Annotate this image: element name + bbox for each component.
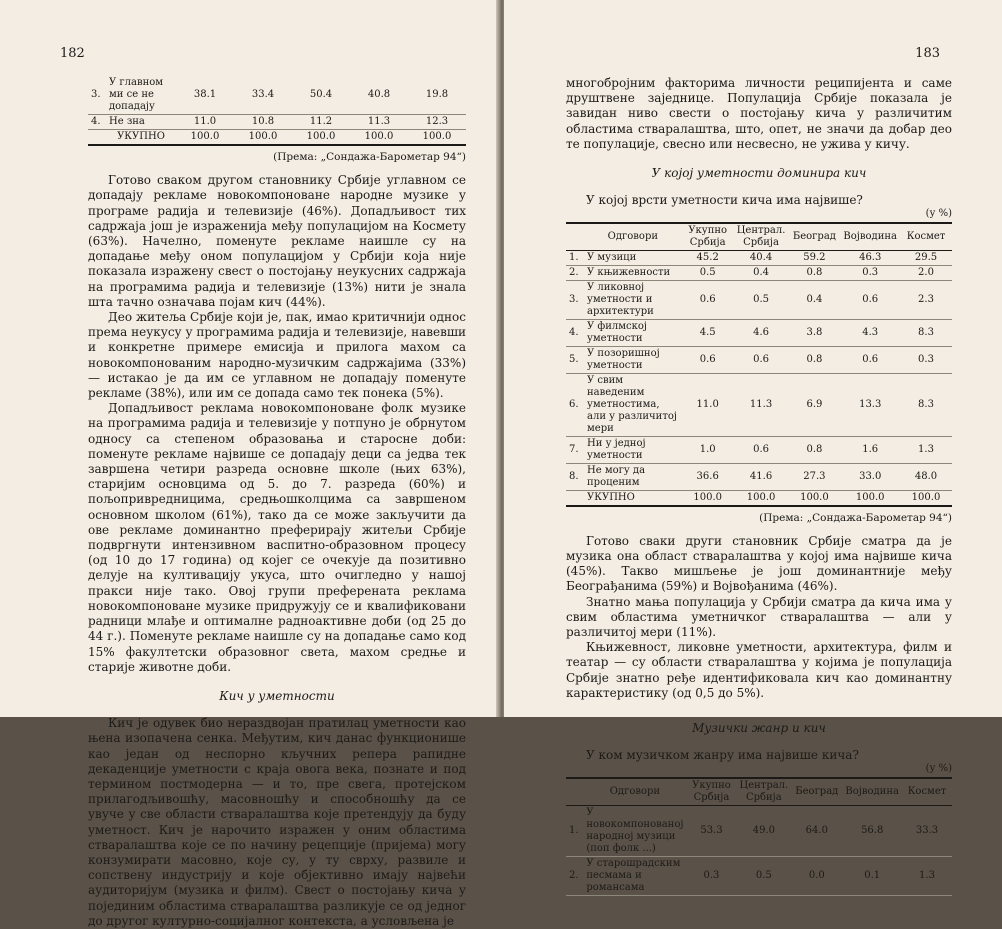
table-cell: 4.3 — [840, 319, 900, 346]
table-cell: 40.4 — [734, 250, 789, 265]
unit-label-2: (у %) — [925, 763, 952, 775]
table-cell: 2.0 — [900, 265, 952, 280]
table-row — [88, 115, 466, 130]
right-page-body — [566, 76, 952, 896]
row-label: У музици — [584, 250, 682, 265]
table-cell: 11.3 — [350, 115, 408, 130]
table-row — [566, 346, 952, 373]
table-cell: 11.0 — [176, 115, 234, 130]
table-cell: 10.8 — [234, 115, 292, 130]
row-index: 8. — [566, 463, 584, 490]
table-cell: 100.0 — [734, 490, 789, 506]
right-page — [504, 0, 1002, 893]
header-cell: Београд — [791, 778, 842, 806]
row-label: У старошрадским песмама и романсама — [583, 856, 686, 895]
row-label: Не зна — [106, 115, 176, 130]
unit-label-1: (у %) — [925, 208, 952, 220]
table-cell: 50.4 — [292, 76, 350, 115]
row-index — [566, 490, 584, 506]
table-cell: 38.1 — [176, 76, 234, 115]
paragraph: Допадљивост реклама новокомпоноване фолк музике на програмима радија и телевизије у потпуно је обрнутом односу са степеном образовања и старосне доби: поменуте рекламе највише се допадају деци са једва тек завршена четири разреда основне школе (њих 63%), старијим основцима од 5. до 7. разреда (60%) и пољопривредницима, средњошколцима са завршеном основном школом (61%), тако да се може закључити да ове рекламе доминантно преферирају житељи Србије подвргнути интензивном васпитно-образовном процесу (од 10 до 17 година) од којег се очекује да позитивно делује на култивацију укуса, што очигледно у нашој пракси није тако. Овој групи преферената реклама новокомпоноване музике придружују се и квалификовани радници млађе и оптималне радноактивне доби (од 25 до 44 г.). Поменуте рекламе наишле су на допадање само код 15% факултетски образовног света, махом средње и старије животне доби. — [88, 401, 466, 674]
header-cell: Београд — [788, 223, 840, 251]
table-cell: 29.5 — [900, 250, 952, 265]
table-row — [566, 805, 952, 856]
header-cell: Одговори — [584, 223, 682, 251]
table-cell: 0.5 — [682, 265, 734, 280]
question-2: У ком музичком жанру има највише кича? — [586, 748, 859, 763]
table-cell: 40.8 — [350, 76, 408, 115]
table-cell: 100.0 — [682, 490, 734, 506]
table-cell: 0.8 — [788, 346, 840, 373]
table-row — [88, 76, 466, 115]
header-cell — [566, 223, 584, 251]
paragraph: Кич је одувек био нераздвојан пратилац уметности као њена изопачена сенка. Међутим, кич данас функционише као један од неспорно кључних репера рапидне декаденције уметности с краја овога века, познате и под термином постмодерна — и то, пре свега, протејском прилагодљивошћу, масовношћу и способношћу да се увуче у све области стваралаштва које претендују да буду уметност. Кич је нарочито изражен у оним областима стваралаштва које се по начину рецепције (пријема) могу конзумирати масовно, које су, у ту сврху, развиле и сопствену индустрију и које објективно имају највећи аудиторијум (музика и филм). Свест о постојању кича у појединим областима стваралаштва разликује се од једног до другог културно-социјалног контекста, а условљена је — [88, 716, 466, 928]
header-cell: Одговори — [583, 778, 686, 806]
table-cell: 1.3 — [902, 856, 952, 895]
art-kitsch-table — [566, 222, 952, 507]
table-cell: 12.3 — [408, 115, 466, 130]
table-cell: 0.6 — [682, 346, 734, 373]
table-cell: 49.0 — [736, 805, 791, 856]
table-cell: 0.5 — [736, 856, 791, 895]
table-row — [566, 373, 952, 436]
table-cell: 0.6 — [734, 436, 789, 463]
continuation-paragraph: многобројним факторима личности реципијента и саме друштвене заједнице. Популација Србије показала је завидан ниво свести о постојању кича у различитим областима стваралаштва, што, опет, не значи да добар део те популације, свесно или несвесно, не ужива у кичу. — [566, 76, 952, 151]
table-cell: 41.6 — [734, 463, 789, 490]
row-index: 2. — [566, 265, 584, 280]
table-cell: 36.6 — [682, 463, 734, 490]
page-number-right: 183 — [915, 46, 940, 61]
row-label: У главном ми се не допадају — [106, 76, 176, 115]
row-index: 4. — [566, 319, 584, 346]
table-cell: 48.0 — [900, 463, 952, 490]
header-cell — [566, 778, 583, 806]
left-page-body — [88, 76, 466, 929]
paragraph: Део житеља Србије који је, пак, имао критичнији однос према неукусу у програмима радија и телевизије, навевши и конкретне примере емисија и прилога махом са новокомпонованим народно-музичким садржајима (33%) — истакао је да им се углавном не допадају поменуте рекламе (38%), или им се допада само тек понека (5%). — [88, 310, 466, 401]
header-cell: Војводина — [842, 778, 902, 806]
row-index: 3. — [566, 280, 584, 319]
table-cell: 33.4 — [234, 76, 292, 115]
total-row — [566, 490, 952, 506]
table-cell: 59.2 — [788, 250, 840, 265]
table-cell: 0.6 — [734, 346, 789, 373]
table-row — [566, 319, 952, 346]
table-cell: 45.2 — [682, 250, 734, 265]
row-index: 3. — [88, 76, 106, 115]
question-1: У којој врсти уметности кича има највише? — [586, 193, 863, 208]
total-row — [88, 130, 466, 146]
table-row — [566, 280, 952, 319]
table-cell: 8.3 — [900, 373, 952, 436]
row-label: У књижевности — [584, 265, 682, 280]
row-index: 4. — [88, 115, 106, 130]
table-cell: 53.3 — [686, 805, 736, 856]
row-index: 1. — [566, 250, 584, 265]
table-cell: 46.3 — [840, 250, 900, 265]
table-cell: 8.3 — [900, 319, 952, 346]
table-cell: 33.0 — [840, 463, 900, 490]
left-source-note: (Према: „Сондажа-Барометар 94“) — [273, 151, 466, 163]
table-cell: 11.2 — [292, 115, 350, 130]
row-label: У филмској уметности — [584, 319, 682, 346]
section-title-art-kitsch: У којој уметности доминира кич — [651, 166, 867, 181]
table-cell: 1.6 — [840, 436, 900, 463]
table-cell: 19.8 — [408, 76, 466, 115]
section-title-kitsch-in-art: Кич у уметности — [219, 688, 335, 703]
row-label: Ни у једној уметности — [584, 436, 682, 463]
table-cell: 0.6 — [682, 280, 734, 319]
table-cell: 3.8 — [788, 319, 840, 346]
row-index — [88, 130, 106, 146]
table-row — [566, 250, 952, 265]
table-cell: 0.5 — [734, 280, 789, 319]
table-cell: 0.3 — [900, 346, 952, 373]
table-cell: 27.3 — [788, 463, 840, 490]
table-cell: 6.9 — [788, 373, 840, 436]
paragraph: Готово сваки други становник Србије сматра да је музика она област стваралаштва у којој има највише кича (45%). Такво мишљење је још доминантније међу Београђанима (59%) и Војвођанима (46%). — [566, 533, 952, 594]
table-cell: 56.8 — [842, 805, 902, 856]
table-cell: 0.4 — [788, 280, 840, 319]
table-cell: 100.0 — [900, 490, 952, 506]
table-cell: 11.3 — [734, 373, 789, 436]
table-cell: 0.1 — [842, 856, 902, 895]
table-cell: 100.0 — [350, 130, 408, 146]
table-cell: 0.3 — [840, 265, 900, 280]
table-cell: 33.3 — [902, 805, 952, 856]
header-cell: Укупно Србија — [686, 778, 736, 806]
row-label: У позоришној уметности — [584, 346, 682, 373]
table-row — [566, 265, 952, 280]
row-index: 1. — [566, 805, 583, 856]
table-cell: 100.0 — [408, 130, 466, 146]
table-cell: 4.6 — [734, 319, 789, 346]
row-label: УКУПНО — [106, 130, 176, 146]
table-cell: 0.4 — [734, 265, 789, 280]
row-index: 2. — [566, 856, 583, 895]
left-page — [0, 0, 500, 928]
table-cell: 100.0 — [292, 130, 350, 146]
page-number-left: 182 — [60, 46, 85, 61]
top-table — [88, 76, 466, 146]
table-row — [566, 436, 952, 463]
row-index: 7. — [566, 436, 584, 463]
table-cell: 1.0 — [682, 436, 734, 463]
row-label: У новокомпонованој народној музици (поп фолк ...) — [583, 805, 686, 856]
paragraph: Знатно мања популација у Србији сматра да кича има у свим областима уметничког стваралаштва — али у различитој мери (11%). — [566, 594, 952, 640]
table-cell: 0.6 — [840, 280, 900, 319]
row-label: У ликовној уметности и архитектури — [584, 280, 682, 319]
table-cell: 100.0 — [788, 490, 840, 506]
header-cell: Централ. Србија — [734, 223, 789, 251]
table-cell: 13.3 — [840, 373, 900, 436]
row-index: 6. — [566, 373, 584, 436]
row-label: Не могу да проценим — [584, 463, 682, 490]
table-cell: 100.0 — [234, 130, 292, 146]
table-cell: 0.8 — [788, 436, 840, 463]
table-cell: 4.5 — [682, 319, 734, 346]
header-cell: Космет — [902, 778, 952, 806]
table-row — [566, 463, 952, 490]
table-cell: 0.3 — [686, 856, 736, 895]
header-cell: Централ. Србија — [736, 778, 791, 806]
row-label: УКУПНО — [584, 490, 682, 506]
table-cell: 100.0 — [840, 490, 900, 506]
table-cell: 64.0 — [791, 805, 842, 856]
table-cell: 2.3 — [900, 280, 952, 319]
table-cell: 100.0 — [176, 130, 234, 146]
right-source-note: (Према: „Сондажа-Барометар 94“) — [759, 511, 952, 524]
header-cell: Укупно Србија — [682, 223, 734, 251]
paragraph: Готово сваком другом становнику Србије углавном се допадају рекламе новокомпоноване народне музике у програме радија и телевизије (46%). Допадљивост тих садржаја још је израженија међу популацијом на Космету (63%). Начелно, поменуте рекламе наишле су на допадање међу оном популацијом у Србији која није показала изражену свест о постојању неукусних садржаја на програмима радија и телевизије (13%) нити је знала шта тачно означава појам кич (44%). — [88, 173, 466, 309]
paragraph: Књижевност, ликовне уметности, архитектура, филм и театар — су области стваралаштва у којима је популација Србије знатно ређе идентификовала кич као доминантну карактеристику (од 0,5 до 5%). — [566, 640, 952, 700]
table-cell: 0.6 — [840, 346, 900, 373]
table-cell: 11.0 — [682, 373, 734, 436]
table-row — [566, 856, 952, 895]
row-index: 5. — [566, 346, 584, 373]
table-cell: 1.3 — [900, 436, 952, 463]
section-title-music-genre: Музички жанр и кич — [692, 721, 826, 736]
row-label: У свим наведеним уметностима, али у различитој мери — [584, 373, 682, 436]
music-genre-table — [566, 777, 952, 896]
table-cell: 0.0 — [791, 856, 842, 895]
header-cell: Космет — [900, 223, 952, 251]
table-cell: 0.8 — [788, 265, 840, 280]
header-cell: Војводина — [840, 223, 900, 251]
